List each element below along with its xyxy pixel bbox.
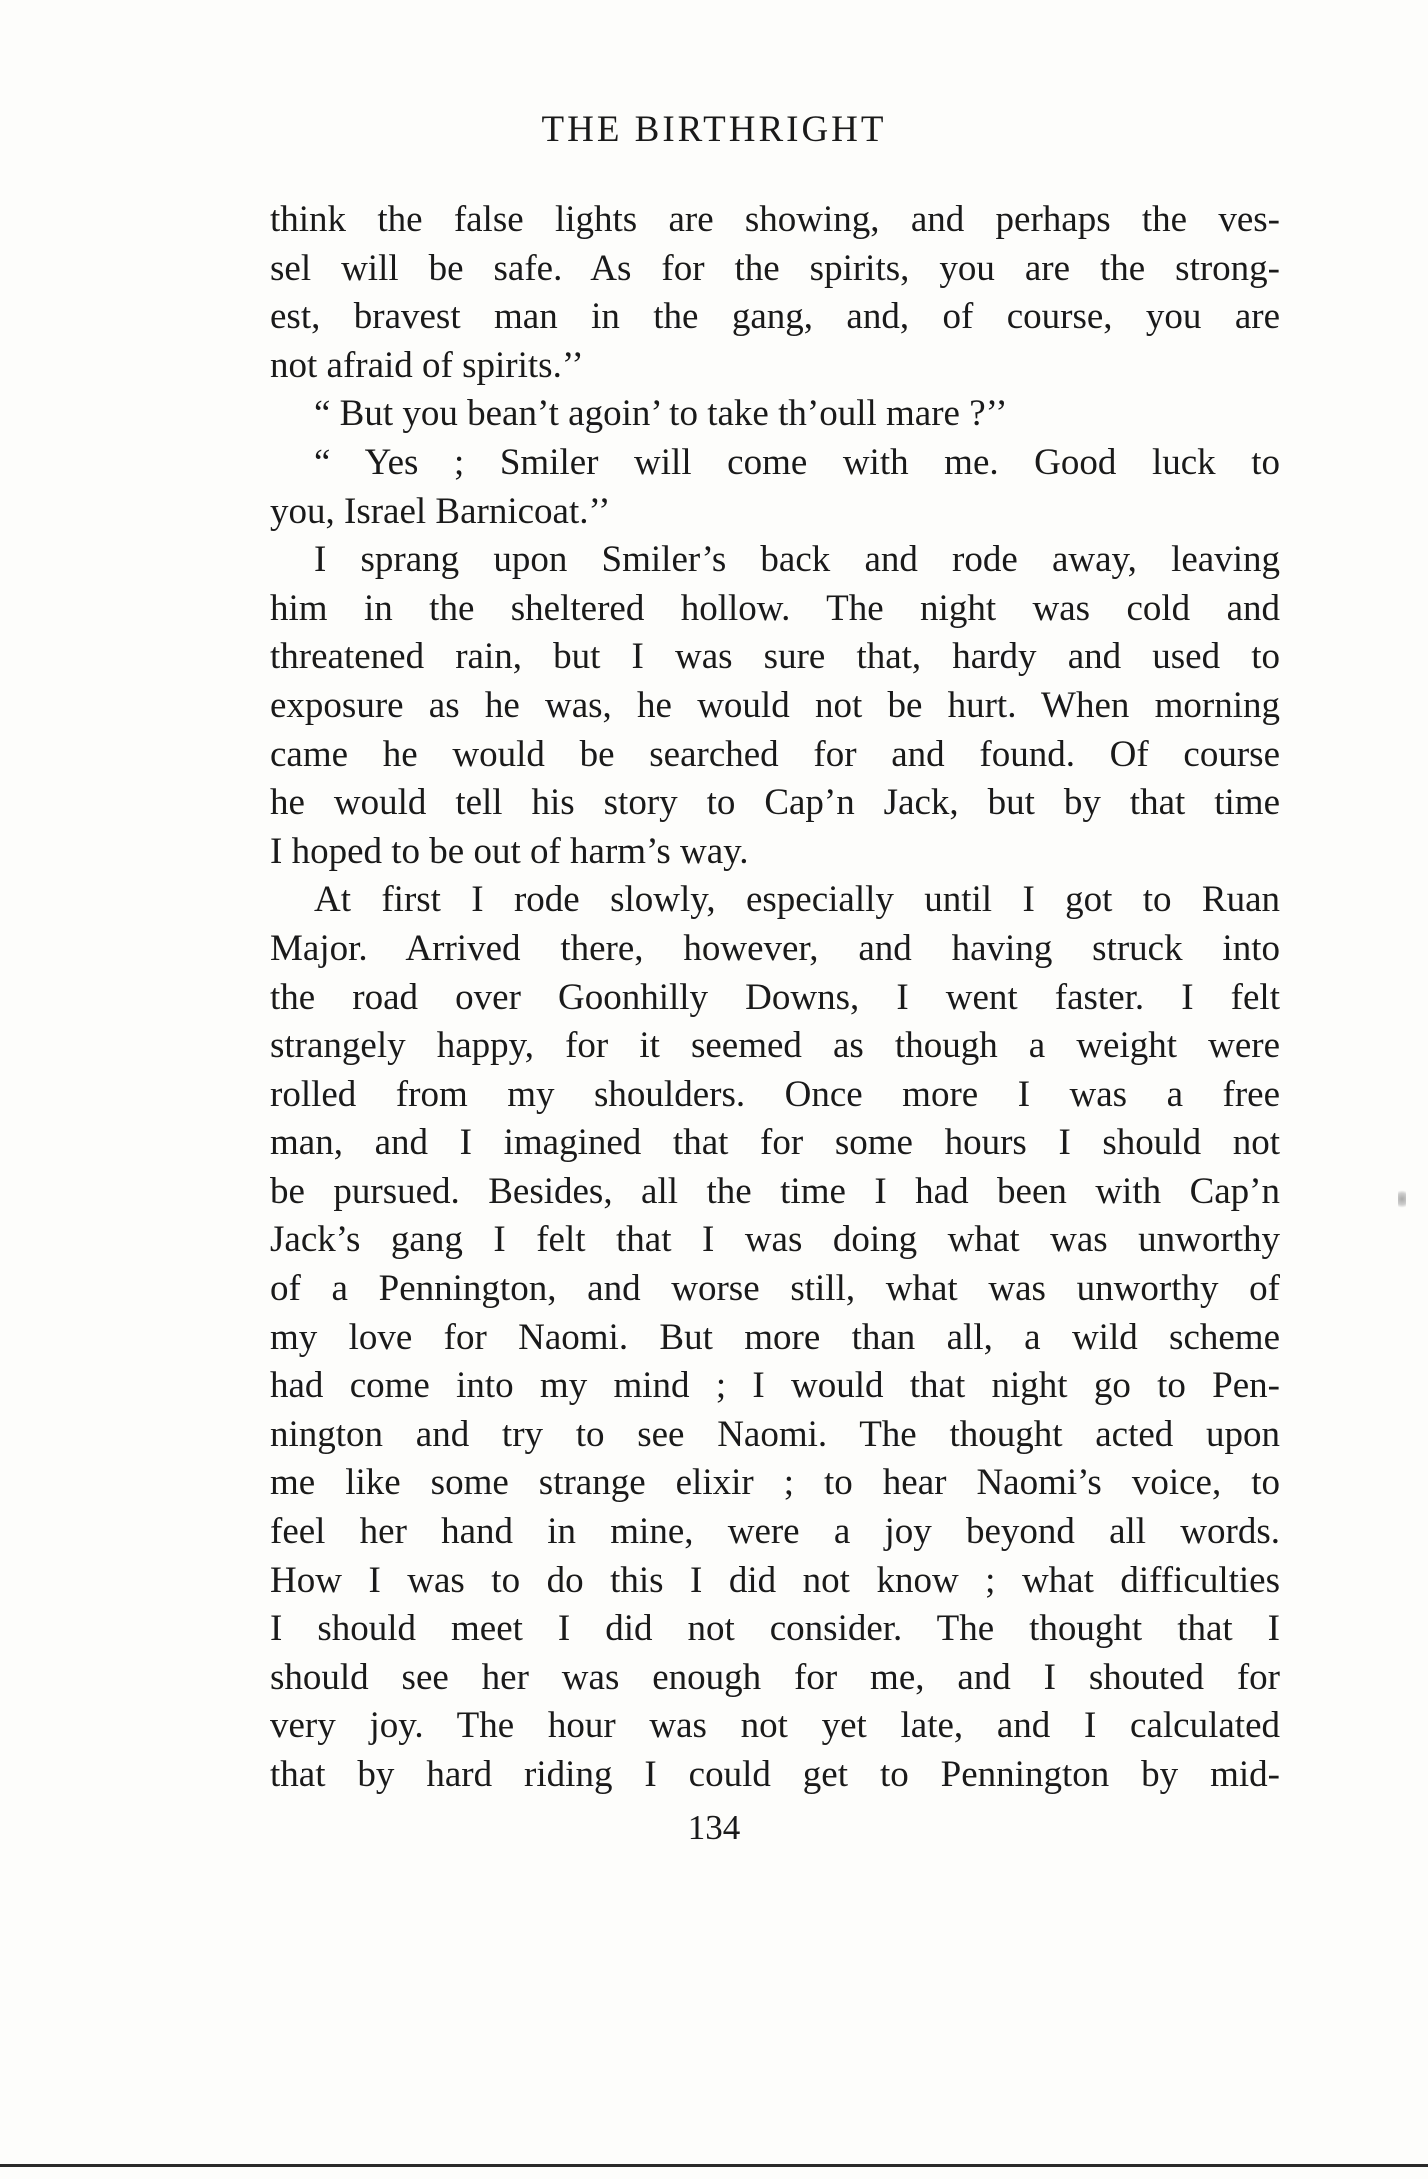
text-line: How I was to do this I did not know ; what difficulties — [270, 1559, 1280, 1601]
text-line: nington and try to see Naomi. The thought acted upon — [270, 1413, 1280, 1455]
text-line: strangely happy, for it seemed as though a weight were — [270, 1025, 1280, 1067]
text-line: rolled from my shoulders. Once more I was a free — [270, 1073, 1280, 1115]
text-line: had come into my mind ; I would that night go to Pen- — [270, 1365, 1280, 1407]
text-line: est, bravest man in the gang, and, of course, you are — [270, 296, 1280, 338]
text-line: “ But you bean’t agoin’ to take th’oull mare ?’’ — [314, 393, 1008, 435]
text-line: him in the sheltered hollow. The night was cold and — [270, 587, 1280, 629]
text-line: sel will be safe. As for the spirits, you are the strong- — [270, 247, 1280, 289]
text-line: be pursued. Besides, all the time I had been with Cap’n — [270, 1170, 1280, 1212]
text-line: man, and I imagined that for some hours I should not — [270, 1122, 1280, 1164]
body-text — [270, 196, 1280, 1800]
text-line: threatened rain, but I was sure that, hardy and used to — [270, 636, 1280, 678]
text-line: I should meet I did not consider. The thought that I — [270, 1608, 1280, 1650]
text-line: he would tell his story to Cap’n Jack, but by that time — [270, 782, 1280, 824]
text-line: Major. Arrived there, however, and having struck into — [270, 927, 1280, 969]
running-head: THE BIRTHRIGHT — [541, 109, 887, 150]
text-line: you, Israel Barnicoat.’’ — [270, 490, 611, 532]
text-line: exposure as he was, he would not be hurt. When morning — [270, 684, 1280, 726]
text-line: very joy. The hour was not yet late, and I calculated — [270, 1705, 1280, 1747]
bottom-edge-rule — [0, 2164, 1428, 2167]
margin-speck — [1398, 1188, 1406, 1210]
text-line: At first I rode slowly, especially until I got to Ruan — [314, 879, 1280, 921]
text-line: my love for Naomi. But more than all, a wild scheme — [270, 1316, 1280, 1358]
text-line: of a Pennington, and worse still, what was unworthy of — [270, 1268, 1280, 1310]
text-line: “ Yes ; Smiler will come with me. Good luck to — [314, 441, 1280, 483]
text-line: that by hard riding I could get to Pennington by mid- — [270, 1754, 1280, 1795]
text-line: came he would be searched for and found. Of course — [270, 733, 1280, 775]
text-line: not afraid of spirits.’’ — [270, 344, 584, 386]
text-line: think the false lights are showing, and perhaps the ves- — [270, 199, 1280, 240]
page-number: 134 — [687, 1808, 741, 1847]
text-line: I sprang upon Smiler’s back and rode away, leaving — [314, 539, 1280, 581]
text-line: Jack’s gang I felt that I was doing what was unworthy — [270, 1219, 1280, 1261]
text-line: me like some strange elixir ; to hear Naomi’s voice, to — [270, 1462, 1280, 1504]
text-line: should see her was enough for me, and I shouted for — [270, 1656, 1280, 1698]
text-line: feel her hand in mine, were a joy beyond all words. — [270, 1511, 1280, 1553]
text-line: the road over Goonhilly Downs, I went faster. I felt — [270, 976, 1280, 1018]
text-line: I hoped to be out of harm’s way. — [270, 830, 749, 872]
